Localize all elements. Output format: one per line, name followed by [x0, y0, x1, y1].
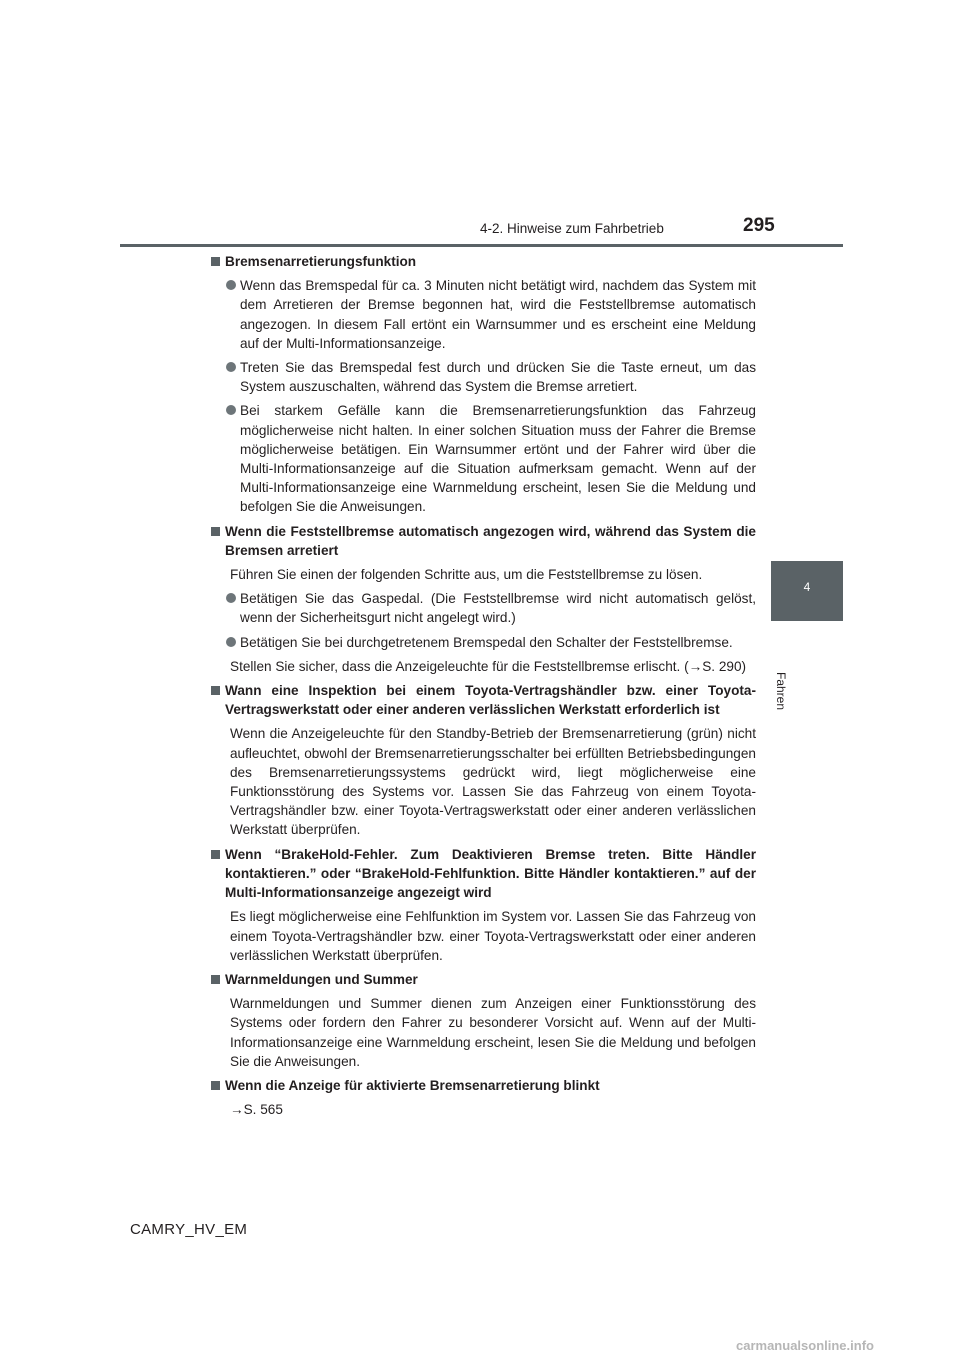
square-bullet-icon — [211, 1081, 220, 1090]
section-heading: Wenn “BrakeHold-Fehler. Zum Deaktivieren Bremse treten. Bitte Händler kontaktieren.” oder “BrakeHold-Fehlfunktion. Bitte Händler kontaktieren.” auf der Multi-Informationsanzeige angezeigt wird — [211, 845, 756, 903]
paragraph: Führen Sie einen der folgenden Schritte aus, um die Feststellbremse zu lösen. — [230, 567, 703, 583]
section-heading: Wann eine Inspektion bei einem Toyota-Vertragshändler bzw. einer Toyota-Vertragswerkstatt oder einer anderen verlässlichen Werkstatt erforderlich ist — [211, 681, 756, 719]
paragraph: Es liegt möglicherweise eine Fehlfunktion im System vor. Lassen Sie das Fahrzeug von einem Toyota-Vertragshändler bzw. einer Toyota-Vertragswerkstatt oder einer anderen verlässlichen Werkstatt überprüfen. — [230, 909, 756, 963]
section-heading: Warnmeldungen und Summer — [211, 970, 756, 989]
paragraph: Wenn die Anzeigeleuchte für den Standby-Betrieb der Bremsenarretierung (grün) nicht aufleuchtet, obwohl der Bremsenarretierungsschalter bei erfüllten Betriebsbedingungen des Bremsenarretierungssystems gedrückt wird, liegt möglicherweise eine Funktionsstörung des Systems vor. Lassen Sie das Fahrzeug von einem Toyota-Vertragshändler bzw. einer Toyota-Vertragswerkstatt oder einer anderen verlässlichen Werkstatt überprüfen. — [230, 726, 756, 838]
section-heading: Wenn die Anzeige für aktivierte Bremsenarretierung blinkt — [211, 1076, 756, 1095]
circle-bullet-icon — [226, 637, 236, 647]
section-parking-brake-auto — [211, 522, 756, 676]
square-bullet-icon — [211, 257, 220, 266]
model-code: CAMRY_HV_EM — [130, 1221, 248, 1238]
circle-bullet-icon — [226, 280, 236, 290]
watermark: carmanualsonline.info — [736, 1338, 874, 1353]
section-heading: Bremsenarretierungsfunktion — [211, 252, 756, 271]
chapter-label: Fahren — [774, 672, 788, 711]
circle-bullet-icon — [226, 362, 236, 372]
list-item: Betätigen Sie das Gaspedal. (Die Feststellbremse wird nicht automatisch gelöst, wenn der Sicherheitsgurt nicht angelegt wird.) — [211, 589, 756, 627]
section-indicator-blinks — [211, 1076, 756, 1119]
list-item: Bei starkem Gefälle kann die Bremsenarretierungsfunktion das Fahrzeug möglicherweise nicht halten. In einer solchen Situation muss der Fahrer die Bremse möglicherweise betätigen. Ein Warnsummer ertönt und der Fahrer wird über die Multi-Informationsanzeige auf die Situation aufmerksam gemacht. Wenn auf der Multi-Informationsanzeige eine Warnmeldung erscheint, lesen Sie die Meldung und befolgen Sie die Anweisungen. — [211, 401, 756, 516]
paragraph-with-page-ref: Stellen Sie sicher, dass die Anzeigeleuchte für die Feststellbremse erlischt. (→S. 290) — [230, 658, 747, 674]
chapter-number: 4 — [803, 580, 811, 594]
square-bullet-icon — [211, 850, 220, 859]
page-content — [211, 252, 756, 1124]
section-inspection-required — [211, 681, 756, 840]
section-brakehold-error — [211, 845, 756, 965]
section-heading: Wenn die Feststellbremse automatisch angezogen wird, während das System die Bremsen arretiert — [211, 522, 756, 560]
list-item: Treten Sie das Bremspedal fest durch und drücken Sie die Taste erneut, um das System auszuschalten, während das System die Bremse arretiert. — [211, 358, 756, 396]
square-bullet-icon — [211, 527, 220, 536]
section-warning-messages — [211, 970, 756, 1071]
section-brake-hold-function — [211, 252, 756, 517]
square-bullet-icon — [211, 686, 220, 695]
circle-bullet-icon — [226, 405, 236, 415]
section-title: 4-2. Hinweise zum Fahrbetrieb — [480, 221, 664, 236]
square-bullet-icon — [211, 975, 220, 984]
header-rule — [120, 244, 843, 247]
page-reference-link[interactable]: →S. 565 — [230, 1102, 283, 1118]
paragraph: Warnmeldungen und Summer dienen zum Anzeigen einer Funktionsstörung des Systems oder fordern den Fahrer zu besonderer Vorsicht auf. Wenn auf der Multi-Informationsanzeige eine Warnmeldung erscheint, lesen Sie die Meldung und befolgen Sie die Anweisungen. — [230, 996, 756, 1069]
list-item: Betätigen Sie bei durchgetretenem Bremspedal den Schalter der Feststellbremse. — [211, 633, 756, 652]
page-number: 295 — [743, 215, 775, 236]
circle-bullet-icon — [226, 593, 236, 603]
list-item: Wenn das Bremspedal für ca. 3 Minuten nicht betätigt wird, nachdem das System mit dem Arretieren der Bremse begonnen hat, wird die Feststellbremse automatisch angezogen. In diesem Fall ertönt ein Warnsummer und es erscheint eine Meldung auf der Multi-Informationsanzeige. — [211, 276, 756, 353]
